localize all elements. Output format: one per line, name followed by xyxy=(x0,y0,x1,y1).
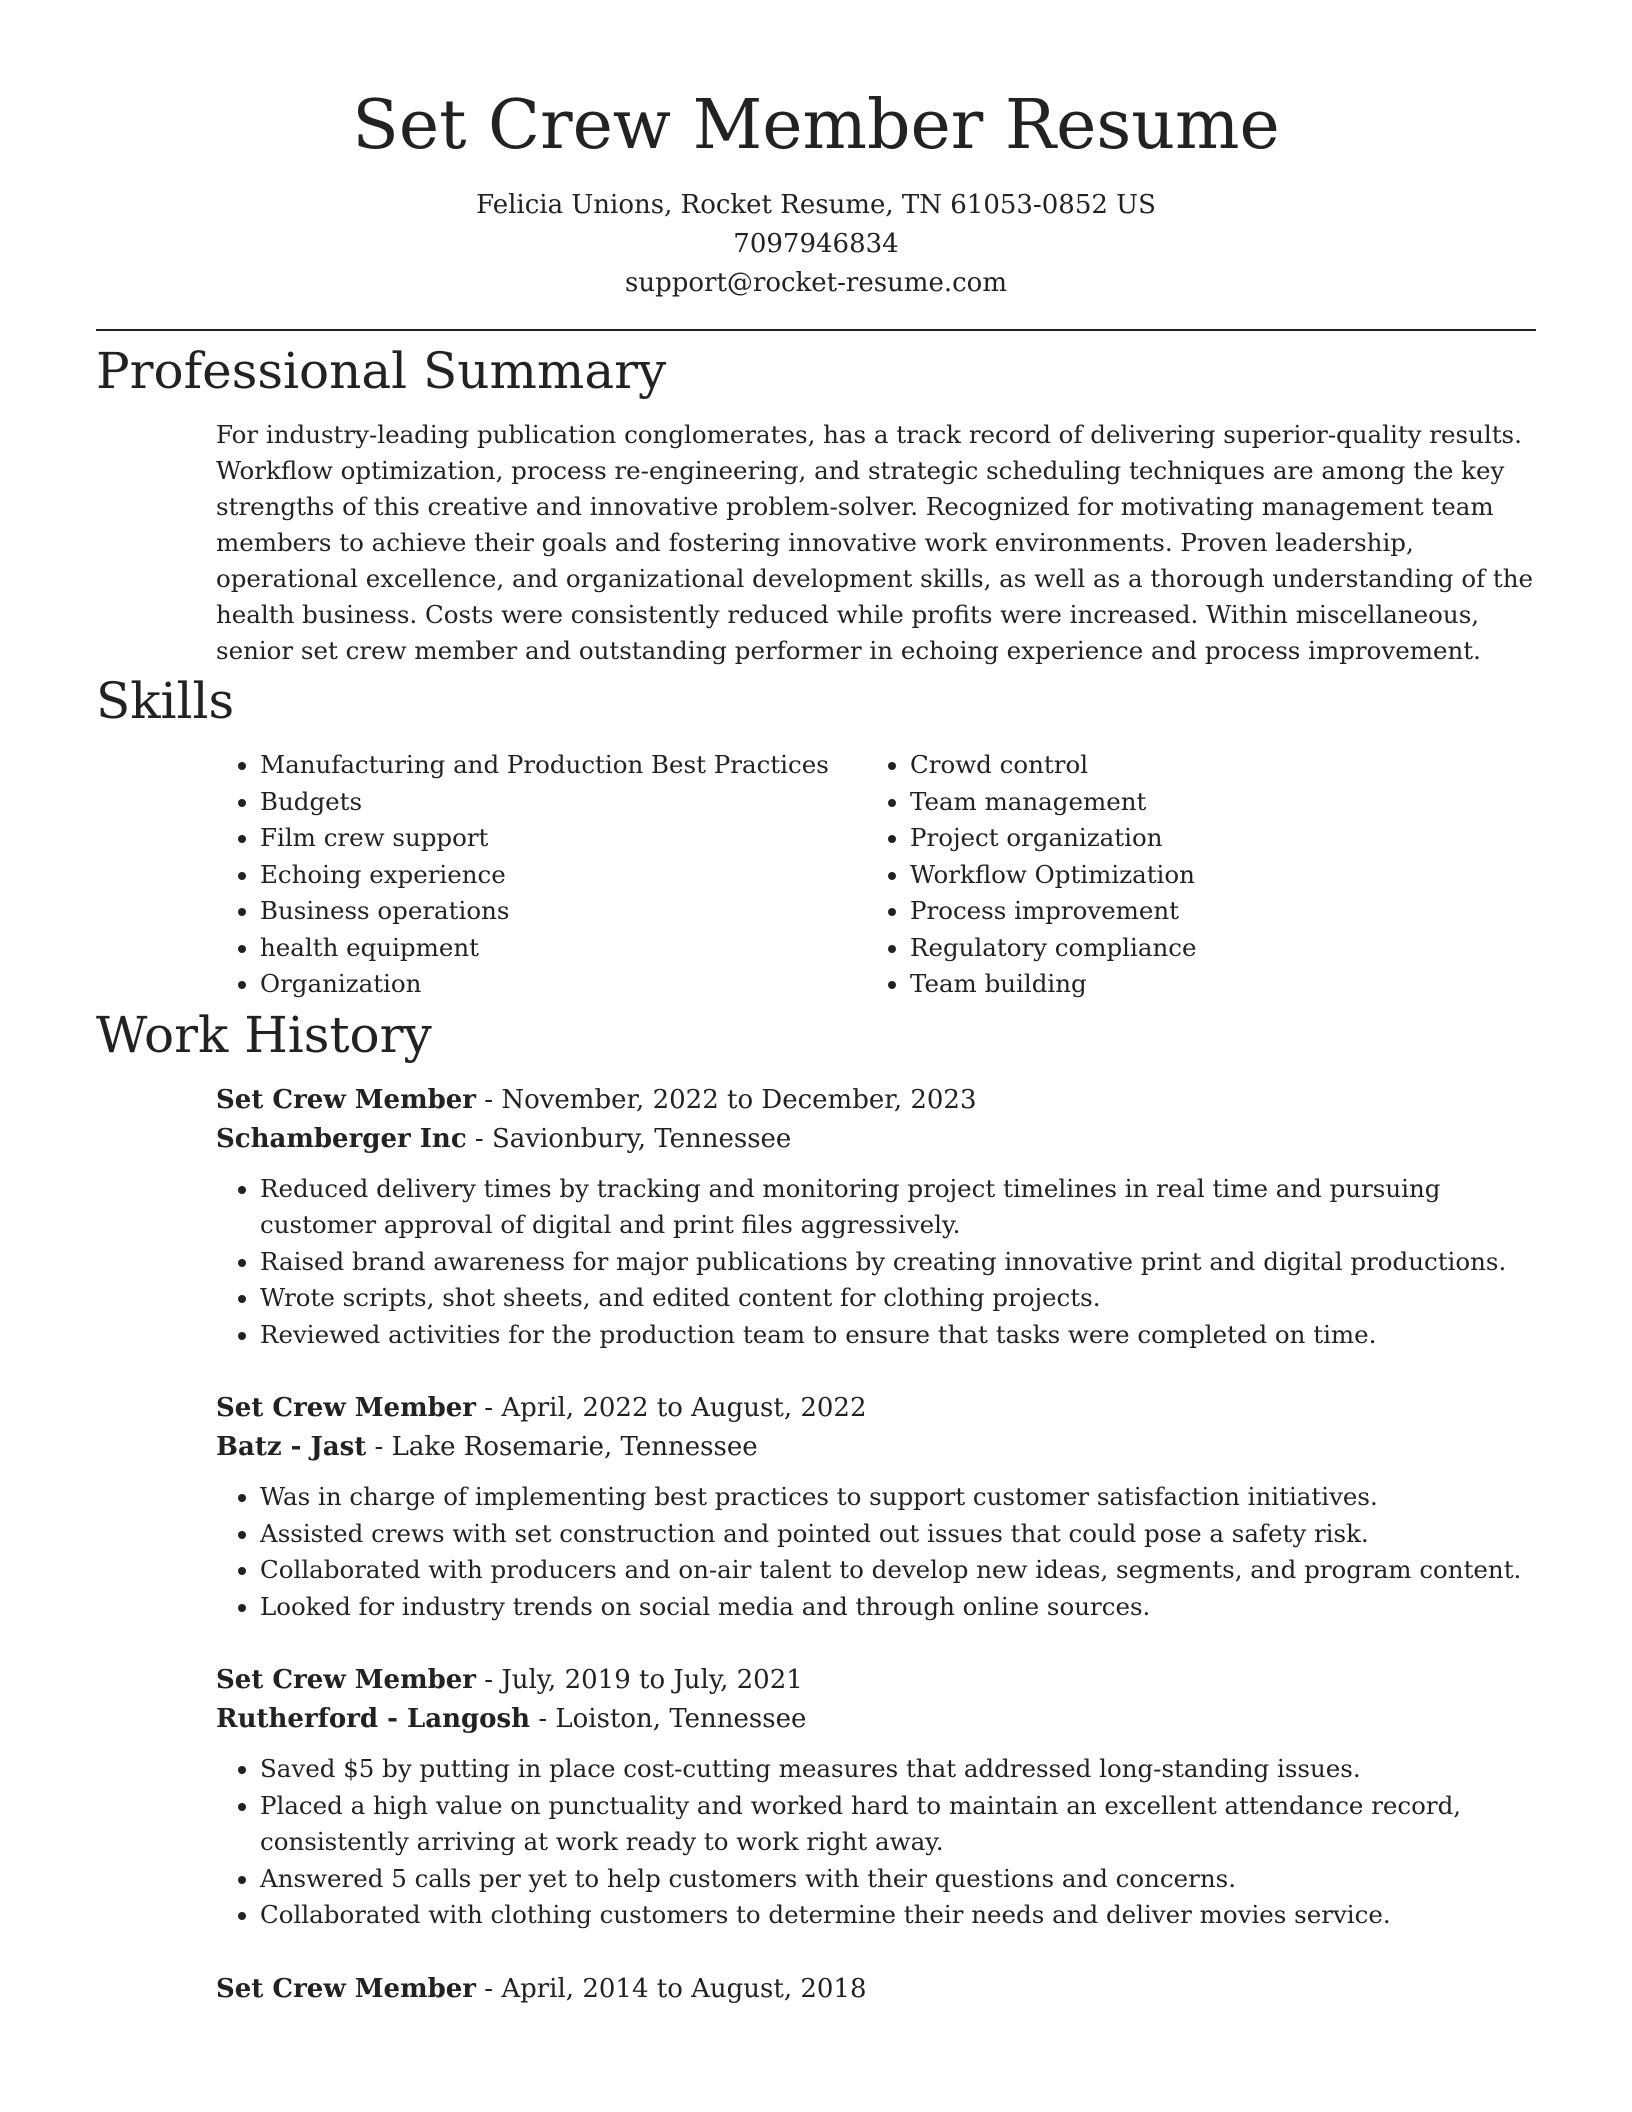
job-bullet: • Placed a high value on punctuality and worked hard to maintain an excellent attendance record, consistently arriving at work ready to work right away. xyxy=(260,1788,1536,1861)
skill-item: • Project organization xyxy=(910,820,1516,857)
skill-item: • Film crew support xyxy=(260,820,866,857)
job-entry xyxy=(216,1661,1536,1934)
skill-item: • Workflow Optimization xyxy=(910,857,1516,894)
skill-item: • Crowd control xyxy=(910,747,1516,784)
skills-column-right xyxy=(866,747,1516,1003)
skill-item: • Business operations xyxy=(260,893,866,930)
job-role: Set Crew Member xyxy=(216,1084,476,1115)
contact-phone: 7097946834 xyxy=(733,229,899,259)
job-bullet: • Answered 5 calls per yet to help customers with their questions and concerns. xyxy=(260,1861,1536,1898)
job-dates: - November, 2022 to December, 2023 xyxy=(476,1084,977,1115)
job-location: - Savionbury, Tennessee xyxy=(466,1123,792,1154)
summary-text: For industry-leading publication conglomerates, has a track record of delivering superior-quality results. Workflow optimization, process re-engineering, and strategic scheduling techniques are among the key strengths of this creative and innovative problem-solver. Recognized for motivating management team members to achieve their goals and fostering innovative work environments. Proven leadership, operational excellence, and organizational development skills, as well as a thorough understanding of the health business. Costs were consistently reduced while profits were increased. Within miscellaneous, senior set crew member and outstanding performer in echoing experience and process improvement. xyxy=(216,420,1534,665)
job-location: - Lake Rosemarie, Tennessee xyxy=(366,1432,758,1462)
job-role: Set Crew Member xyxy=(216,1665,476,1695)
job-bullet: • Reviewed activities for the production team to ensure that tasks were completed on time. xyxy=(260,1317,1536,1354)
job-dates: - April, 2014 to August, 2018 xyxy=(476,1973,867,2004)
skills-column-left xyxy=(216,747,866,1003)
job-role-line xyxy=(216,1389,1536,1428)
skill-item: • Regulatory compliance xyxy=(910,930,1516,967)
resume-title: Set Crew Member Resume xyxy=(352,86,1280,165)
job-bullet: • Wrote scripts, shot sheets, and edited content for clothing projects. xyxy=(260,1280,1536,1317)
header-divider xyxy=(96,329,1536,331)
job-bullet: • Looked for industry trends on social media and through online sources. xyxy=(260,1589,1536,1626)
job-company: Rutherford - Langosh xyxy=(216,1704,531,1734)
skill-item: • Manufacturing and Production Best Practices xyxy=(260,747,866,784)
job-company: Schamberger Inc xyxy=(216,1123,467,1154)
job-bullet: • Saved $5 by putting in place cost-cutting measures that addressed long-standing issues. xyxy=(260,1751,1536,1788)
job-role-line xyxy=(216,1081,1536,1120)
resume-page xyxy=(96,0,1536,2009)
job-bullets xyxy=(216,1751,1536,1934)
job-role-line xyxy=(216,1661,1536,1700)
job-company-line xyxy=(216,1120,1536,1159)
skill-item: • Team building xyxy=(910,966,1516,1003)
skill-item: • Process improvement xyxy=(910,893,1516,930)
job-bullets xyxy=(216,1171,1536,1354)
resume-header xyxy=(96,0,1536,303)
summary-heading: Professional Summary xyxy=(96,342,667,400)
contact-block xyxy=(96,186,1536,303)
job-company: Batz - Jast xyxy=(216,1432,367,1462)
work-history-heading: Work History xyxy=(96,1005,432,1064)
job-bullet: • Collaborated with producers and on-air talent to develop new ideas, segments, and program content. xyxy=(260,1552,1536,1589)
skill-item: • Budgets xyxy=(260,784,866,821)
job-bullet: • Raised brand awareness for major publications by creating innovative print and digital productions. xyxy=(260,1244,1536,1281)
job-entry xyxy=(216,1389,1536,1625)
skills-list xyxy=(216,747,1536,1003)
skill-item: • health equipment xyxy=(260,930,866,967)
job-role-line xyxy=(216,1970,1536,2009)
job-location: - Loiston, Tennessee xyxy=(530,1704,807,1734)
job-dates: - July, 2019 to July, 2021 xyxy=(476,1665,803,1695)
contact-address: Felicia Unions, Rocket Resume, TN 61053-0852 US xyxy=(476,190,1156,220)
job-bullet: • Was in charge of implementing best practices to support customer satisfaction initiatives. xyxy=(260,1479,1536,1516)
job-company-line xyxy=(216,1700,1536,1739)
job-bullets xyxy=(216,1479,1536,1625)
job-bullet: • Collaborated with clothing customers to determine their needs and deliver movies service. xyxy=(260,1897,1536,1934)
job-company-line xyxy=(216,1428,1536,1467)
contact-email: support@rocket-resume.com xyxy=(624,268,1007,298)
job-role: Set Crew Member xyxy=(216,1973,476,2004)
work-history-list xyxy=(216,1081,1536,2009)
job-bullet: • Assisted crews with set construction and pointed out issues that could pose a safety risk. xyxy=(260,1516,1536,1553)
job-role: Set Crew Member xyxy=(216,1393,476,1423)
skill-item: • Echoing experience xyxy=(260,857,866,894)
skill-item: • Team management xyxy=(910,784,1516,821)
skill-item: • Organization xyxy=(260,966,866,1003)
skills-heading: Skills xyxy=(96,672,235,730)
job-dates: - April, 2022 to August, 2022 xyxy=(476,1393,867,1423)
job-bullet: • Reduced delivery times by tracking and monitoring project timelines in real time and pursuing customer approval of digital and print files aggressively. xyxy=(260,1171,1536,1244)
job-entry xyxy=(216,1970,1536,2009)
job-entry xyxy=(216,1081,1536,1354)
